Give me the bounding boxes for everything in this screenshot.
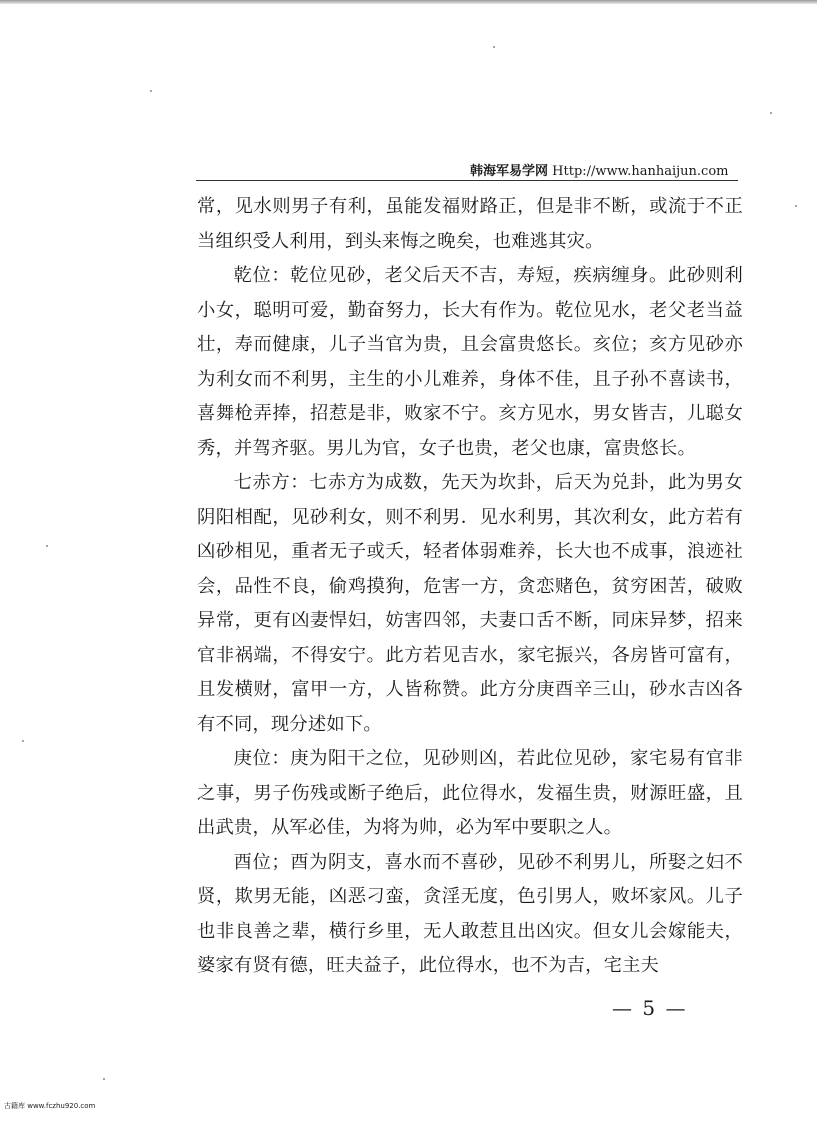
page-number: — 5 — <box>612 996 688 1020</box>
paragraph-geng: 庚位：庚为阳干之位，见砂则凶，若此位见砂，家宅易有官非之事，男子伤残或断子绝后，此位得水，发福生贵，财源旺盛，且出武贵，从军必佳，为将为帅，必为军中要职之人。 <box>197 748 743 838</box>
footer-watermark: 古籍库 www.fczhu920.com <box>4 1102 96 1110</box>
scan-speck <box>22 740 24 742</box>
header-site-name: 韩海军易学网 <box>470 164 549 179</box>
paragraph-qian: 乾位：乾位见砂，老父后天不吉，寿短，疾病缠身。此砂则利小女，聪明可爱，勤奋努力，长大有作为。乾位见水，老父老当益壮，寿而健康，儿子当官为贵，且会富贵悠长。亥位；亥方见砂亦为利女而不利男，主生的小儿难养，身体不佳，且子孙不喜读书，喜舞枪弄捧，招惹是非，败家不宁。亥方见水，男女皆吉，儿聪女秀，并驾齐驱。男儿为官，女子也贵，老父也康，富贵悠长。 <box>197 265 743 459</box>
header-site-url: Http://www.hanhaijun.com <box>552 164 729 179</box>
page-top-edge <box>0 0 817 4</box>
body-text <box>197 190 743 984</box>
scan-speck <box>493 46 495 48</box>
header-rule <box>196 180 738 181</box>
paragraph-continued: 常，见水则男子有利，虽能发福财路正，但是非不断，或流于不正当组织受人利用，到头来悔之晚矣，也难逃其灾。 <box>197 196 743 252</box>
scan-speck <box>795 205 797 207</box>
scan-speck <box>150 90 152 92</box>
paragraph-qichi: 七赤方：七赤方为成数，先天为坎卦，后天为兑卦，此为男女阴阳相配，见砂利女，则不利男．见水利男，其次利女，此方若有凶砂相见，重者无子或夭，轻者体弱难养，长大也不成事，浪迹社会，品性不良，偷鸡摸狗，危害一方，贪恋赌色，贫穷困苦，破败异常，更有凶妻悍妇，妨害四邻，夫妻口舌不断，同床异梦，招来官非祸端，不得安宁。此方若见吉水，家宅振兴，各房皆可富有，且发横财，富甲一方，人皆称赞。此方分庚酉辛三山，砂水吉凶各有不同，现分述如下。 <box>197 472 743 735</box>
running-header <box>470 160 729 179</box>
scan-speck <box>770 112 772 114</box>
scan-speck <box>103 1078 105 1080</box>
paragraph-you: 酉位；酉为阴支，喜水而不喜砂，见砂不利男儿，所娶之妇不贤，欺男无能，凶恶刁蛮，贪淫无度，色引男人，败坏家风。儿子也非良善之辈，横行乡里，无人敢惹且出凶灾。但女儿会嫁能夫，婆家有贤有德，旺夫益子，此位得水，也不为吉，宅主夫 <box>197 851 743 976</box>
scan-speck <box>46 545 48 547</box>
